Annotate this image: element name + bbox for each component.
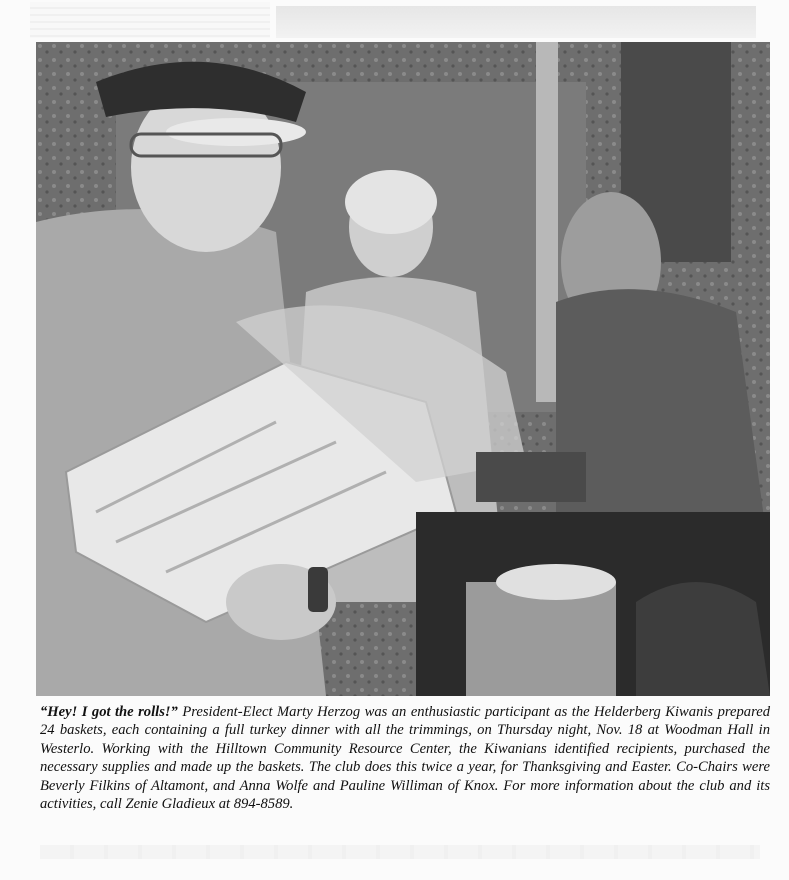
shopping-bag <box>636 582 770 696</box>
adjacent-text-bleed <box>40 845 760 859</box>
photo-caption <box>40 703 770 813</box>
adjacent-column-bleed <box>30 2 270 38</box>
page-header-strip <box>276 6 756 38</box>
wristwatch <box>308 567 328 612</box>
photo-illustration-icon <box>36 42 770 696</box>
woman-center-hair <box>345 170 437 234</box>
news-photo <box>36 42 770 696</box>
caption-lead: “Hey! I got the rolls!” <box>40 704 178 720</box>
cap-brim <box>166 118 306 146</box>
wicker-basket <box>476 452 586 502</box>
plastic-bag <box>496 564 616 600</box>
pole <box>536 42 558 402</box>
caption-body: President-Elect Marty Herzog was an enthusiastic participant as the Helderberg Kiwanis prepared 24 baskets, each containing a full turkey dinner with all the trimmings, on Thursday night, Nov. 18 at Woodman Hall in Westerlo. Working with the Hilltown Community Resource Center, the Kiwanians identified recipients, purchased the necessary supplies and made up the baskets. The club does this twice a year, for Thanksgiving and Easter. Co-Chairs were Beverly Filkins of Altamont, and Anna Wolfe and Pauline Williman of Knox. For more information about the club and its activities, call Zenie Gladieux at 894-8589. <box>40 704 770 813</box>
